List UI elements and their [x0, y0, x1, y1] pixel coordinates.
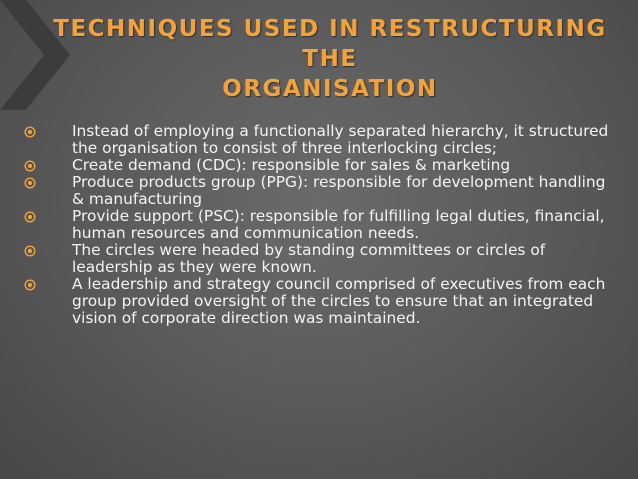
bullet-item: [16, 123, 621, 157]
circled-dot-bullet-icon: [24, 126, 36, 138]
bullet-text: Provide support (PSC): responsible for fulfilling legal duties, financial, human resources and communication needs.: [72, 207, 605, 242]
slide-title: [40, 14, 620, 104]
bullet-text: Create demand (CDC): responsible for sales & marketing: [72, 156, 511, 174]
bullet-text: Produce products group (PPG): responsible for development handling & manufacturing: [72, 173, 606, 208]
circled-dot-bullet-icon: [24, 279, 36, 291]
bullet-text: The circles were headed by standing committees or circles of leadership as they were known.: [72, 241, 546, 276]
circled-dot-bullet-icon: [24, 177, 36, 189]
slide-title-line-1: TECHNIQUES USED IN RESTRUCTURING THE: [53, 16, 607, 72]
bullet-item: [16, 174, 621, 208]
slide-title-line-2: ORGANISATION: [222, 76, 438, 102]
bullet-text: Instead of employing a functionally separated hierarchy, it structured the organisation to consist of three interlocking circles;: [72, 122, 609, 157]
bullet-item: [16, 276, 621, 327]
bullet-item: [16, 242, 621, 276]
circled-dot-bullet-icon: [24, 160, 36, 172]
bullet-list: [16, 123, 621, 327]
bullet-item: [16, 157, 621, 174]
bullet-item: [16, 208, 621, 242]
bullet-text: A leadership and strategy council comprised of executives from each group provided oversight of the circles to ensure that an integrated vision of corporate direction was maintained.: [72, 275, 606, 327]
circled-dot-bullet-icon: [24, 245, 36, 257]
circled-dot-bullet-icon: [24, 211, 36, 223]
